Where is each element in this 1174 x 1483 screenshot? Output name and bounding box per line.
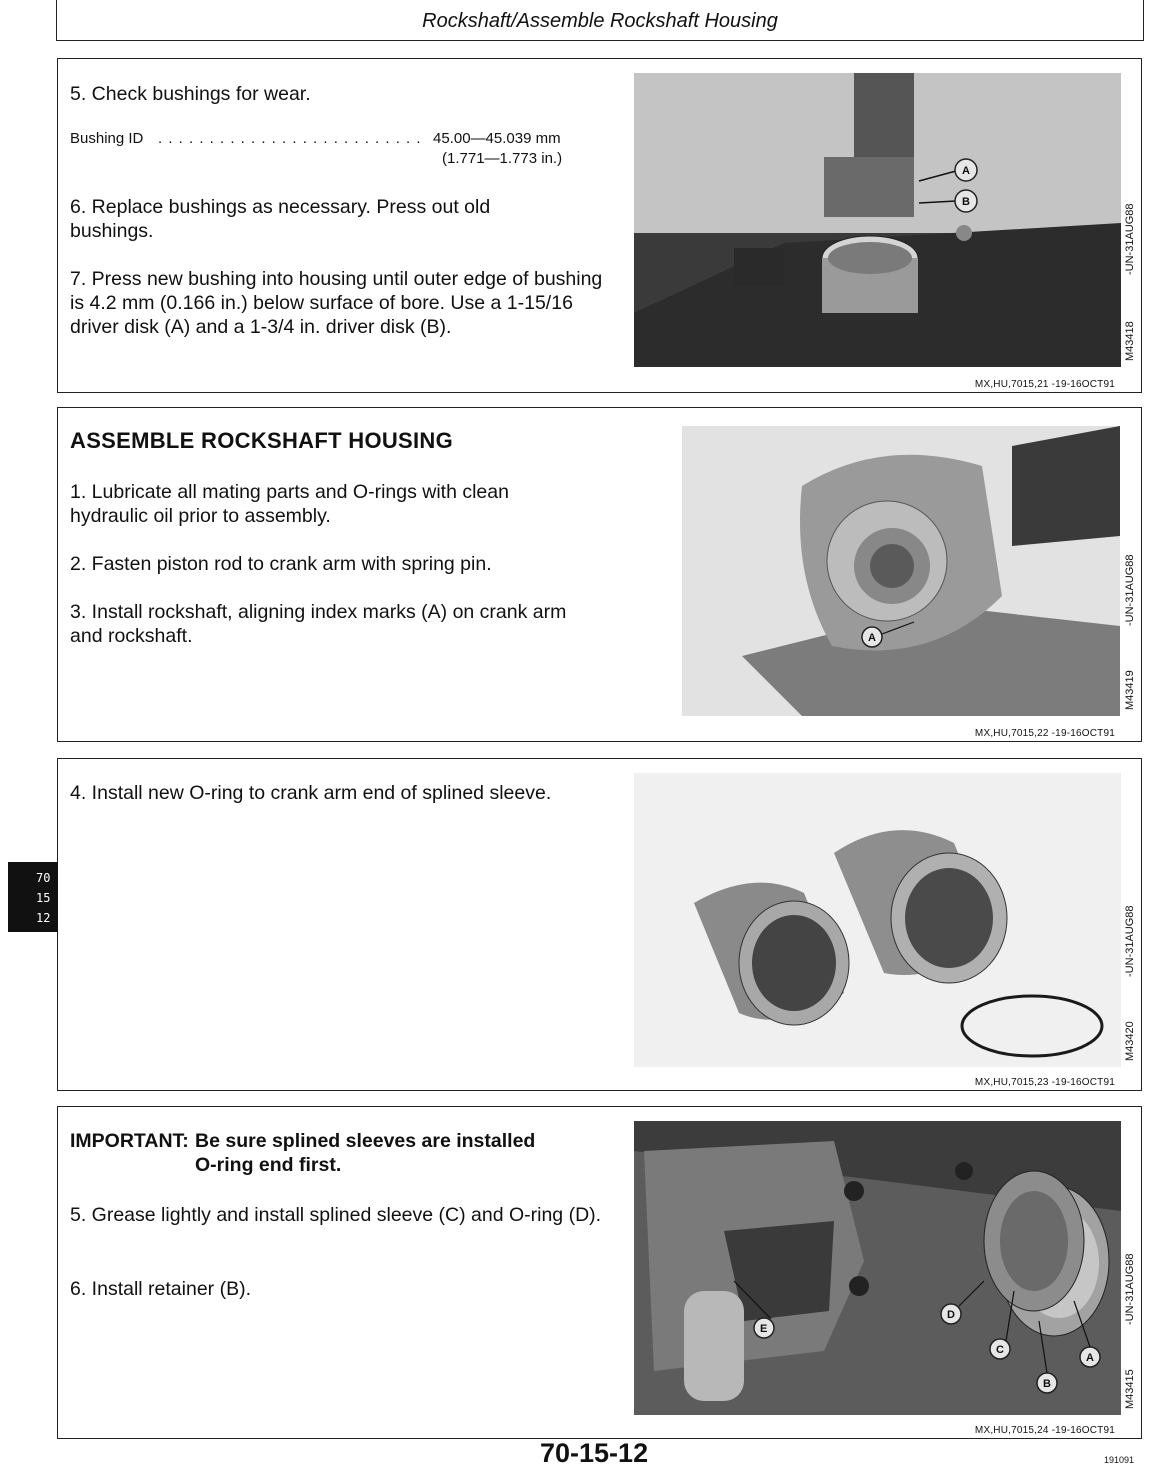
photo-bushing-press bbox=[634, 73, 1121, 367]
step-7-text: 7. Press new bushing into housing until outer edge of bushing is 4.2 mm (0.166 in.) below surface of bore. Use a 1-15/16 driver disk (A) and a 1-3/4 in. driver disk (B). bbox=[70, 268, 603, 338]
photo-crank-arm bbox=[682, 426, 1120, 716]
spec-value-in: (1.771—1.773 in.) bbox=[442, 150, 563, 167]
side-code-top: -UN-31AUG88 bbox=[1124, 554, 1136, 626]
side-code-top: -UN-31AUG88 bbox=[1124, 905, 1136, 977]
page-title: Rockshaft/Assemble Rockshaft Housing bbox=[422, 10, 778, 32]
side-code-top: -UN-31AUG88 bbox=[1124, 1253, 1136, 1325]
step-6-text: 6. Replace bushings as necessary. Press out old bushings. bbox=[70, 196, 491, 242]
section-tab bbox=[8, 862, 58, 932]
callout-b: B bbox=[962, 196, 970, 208]
important-line-1: Be sure splined sleeves are installed bbox=[195, 1130, 536, 1152]
panel-check-bushings bbox=[57, 58, 1142, 393]
document-code: 191091 bbox=[1104, 1455, 1135, 1465]
photo-bushing-press-drawing bbox=[634, 73, 1121, 367]
spec-dots: . . . . . . . . . . . . . . . . . . . . . . . . . . bbox=[158, 130, 422, 147]
important-line-2: O-ring end first. bbox=[195, 1154, 342, 1176]
step-3-text: 3. Install rockshaft, aligning index marks (A) on crank arm and rockshaft. bbox=[70, 601, 567, 647]
page-number: 70-15-12 bbox=[540, 1438, 649, 1468]
callout-b: B bbox=[1043, 1378, 1051, 1390]
step-4-text: 4. Install new O-ring to crank arm end of splined sleeve. bbox=[70, 782, 552, 804]
spec-value-mm: 45.00—45.039 mm bbox=[433, 130, 561, 147]
photo-splined-sleeves bbox=[634, 773, 1121, 1067]
callout-a: A bbox=[868, 632, 876, 644]
section-heading: ASSEMBLE ROCKSHAFT HOUSING bbox=[70, 428, 454, 453]
step-2-text: 2. Fasten piston rod to crank arm with spring pin. bbox=[70, 553, 492, 575]
important-label: IMPORTANT: bbox=[70, 1130, 189, 1152]
spec-label: Bushing ID bbox=[70, 130, 144, 147]
side-code-top: -UN-31AUG88 bbox=[1124, 203, 1136, 275]
side-code-bottom: M43415 bbox=[1124, 1369, 1136, 1409]
callout-a: A bbox=[962, 165, 970, 177]
reference-code: MX,HU,7015,23 -19-16OCT91 bbox=[974, 1077, 1115, 1088]
step-5-text: 5. Check bushings for wear. bbox=[70, 83, 311, 105]
side-code-bottom: M43420 bbox=[1124, 1021, 1136, 1061]
section-tab-line-1: 70 bbox=[36, 871, 51, 885]
panel-assemble-rockshaft bbox=[57, 407, 1142, 742]
photo-splined-sleeves-drawing bbox=[634, 773, 1121, 1067]
step-5-text: 5. Grease lightly and install splined sleeve (C) and O-ring (D). bbox=[70, 1204, 602, 1226]
reference-code: MX,HU,7015,21 -19-16OCT91 bbox=[974, 379, 1115, 390]
section-tab-line-2: 15 bbox=[36, 891, 51, 905]
side-code-bottom: M43419 bbox=[1124, 670, 1136, 710]
side-code-bottom: M43418 bbox=[1124, 321, 1136, 361]
reference-code: MX,HU,7015,24 -19-16OCT91 bbox=[974, 1425, 1115, 1436]
page-header bbox=[56, 0, 1144, 41]
reference-code: MX,HU,7015,22 -19-16OCT91 bbox=[974, 728, 1115, 739]
step-6-text: 6. Install retainer (B). bbox=[70, 1278, 251, 1300]
step-1-text: 1. Lubricate all mating parts and O-rings with clean hydraulic oil prior to assembly. bbox=[70, 481, 509, 527]
callout-e: E bbox=[760, 1323, 768, 1335]
photo-retainer-install-drawing bbox=[634, 1121, 1121, 1415]
callout-c: C bbox=[996, 1344, 1004, 1356]
photo-crank-arm-drawing bbox=[682, 426, 1120, 716]
photo-retainer-install bbox=[634, 1121, 1121, 1415]
panel-install-oring bbox=[57, 758, 1142, 1091]
section-tab-line-3: 12 bbox=[36, 911, 51, 925]
panel-install-sleeve bbox=[57, 1106, 1142, 1439]
callout-a: A bbox=[1086, 1352, 1094, 1364]
callout-d: D bbox=[947, 1309, 955, 1321]
